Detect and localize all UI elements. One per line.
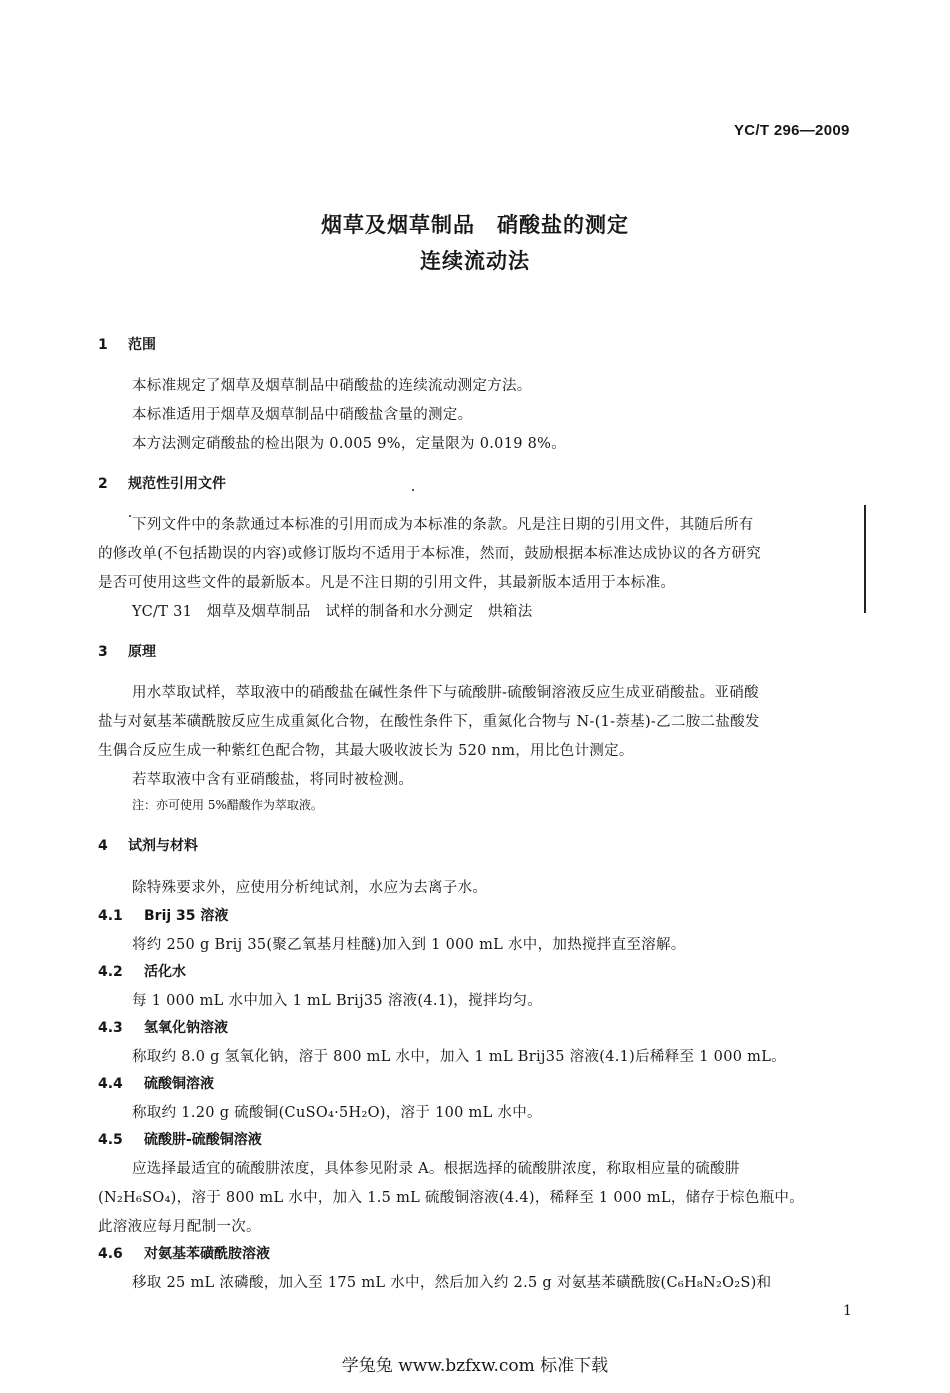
- normative-reference: YC/T 31 烟草及烟草制品 试样的制备和水分测定 烘箱法: [132, 604, 533, 620]
- section-3-note: 注：亦可使用 5%醋酸作为萃取液。: [132, 798, 323, 812]
- subsection-4-6-heading: 4.6 对氨基苯磺酰胺溶液: [98, 1246, 270, 1262]
- section-3-line: 用水萃取试样，萃取液中的硝酸盐在碱性条件下与硫酸肼-硫酸铜溶液反应生成亚硝酸盐。亚硝酸: [132, 685, 759, 701]
- subsection-4-6-text: 移取 25 mL 浓磷酸，加入至 175 mL 水中，然后加入约 2.5 g 对氨基苯磺酰胺(C₆H₈N₂O₂S)和: [132, 1275, 772, 1291]
- subsection-4-2-text: 每 1 000 mL 水中加入 1 mL Brij35 溶液(4.1)，搅拌均匀。: [132, 993, 543, 1009]
- document-title-line2: 连续流动法: [420, 249, 530, 273]
- section-3-heading: 3 原理: [98, 644, 156, 660]
- subsection-4-4-heading: 4.4 硫酸铜溶液: [98, 1076, 214, 1092]
- section-3-line: 盐与对氨基苯磺酰胺反应生成重氮化合物，在酸性条件下，重氮化合物与 N-(1-萘基)-乙二胺二盐酸发: [98, 714, 760, 730]
- subsection-4-5-heading: 4.5 硫酸肼-硫酸铜溶液: [98, 1132, 262, 1148]
- subsection-4-3-text: 称取约 8.0 g 氢氧化钠，溶于 800 mL 水中，加入 1 mL Brij35 溶液(4.1)后稀释至 1 000 mL。: [132, 1049, 786, 1065]
- subsection-4-5-text: 应选择最适宜的硫酸肼浓度，具体参见附录 A。根据选择的硫酸肼浓度，称取相应量的硫酸肼: [132, 1161, 740, 1177]
- subsection-4-2-heading: 4.2 活化水: [98, 964, 186, 980]
- section-3-line: 若萃取液中含有亚硝酸盐，将同时被检测。: [132, 772, 414, 788]
- page-number: 1: [843, 1303, 852, 1319]
- scan-speck: [129, 515, 131, 517]
- section-1-paragraph: 本标准规定了烟草及烟草制品中硝酸盐的连续流动测定方法。: [132, 378, 532, 394]
- section-1-paragraph: 本方法测定硝酸盐的检出限为 0.005 9%，定量限为 0.019 8%。: [132, 436, 567, 452]
- section-4-heading: 4 试剂与材料: [98, 838, 198, 854]
- subsection-4-1-text: 将约 250 g Brij 35(聚乙氧基月桂醚)加入到 1 000 mL 水中，加热搅拌直至溶解。: [132, 937, 686, 953]
- section-4-intro: 除特殊要求外，应使用分析纯试剂，水应为去离子水。: [132, 880, 488, 896]
- section-3-line: 生偶合反应生成一种紫红色配合物，其最大吸收波长为 520 nm，用比色计测定。: [98, 743, 634, 759]
- subsection-4-5-text: (N₂H₆SO₄)，溶于 800 mL 水中，加入 1.5 mL 硫酸铜溶液(4.4)，稀释至 1 000 mL，储存于棕色瓶中。: [98, 1190, 805, 1206]
- subsection-4-5-text: 此溶液应每月配制一次。: [98, 1219, 261, 1235]
- scan-speck: [412, 489, 414, 491]
- section-2-heading: 2 规范性引用文件: [98, 476, 226, 492]
- section-2-line: 是否可使用这些文件的最新版本。凡是不注日期的引用文件，其最新版本适用于本标准。: [98, 575, 676, 591]
- scan-margin-line: [864, 505, 866, 613]
- standard-code: YC/T 296—2009: [734, 122, 850, 139]
- section-1-paragraph: 本标准适用于烟草及烟草制品中硝酸盐含量的测定。: [132, 407, 473, 423]
- subsection-4-3-heading: 4.3 氢氧化钠溶液: [98, 1020, 228, 1036]
- section-2-line: 的修改单(不包括勘误的内容)或修订版均不适用于本标准，然而，鼓励根据本标准达成协议的各方研究: [98, 546, 762, 562]
- section-2-line: 下列文件中的条款通过本标准的引用而成为本标准的条款。凡是注日期的引用文件，其随后所有: [132, 517, 754, 533]
- document-title-line1: 烟草及烟草制品 硝酸盐的测定: [321, 213, 629, 237]
- subsection-4-1-heading: 4.1 Brij 35 溶液: [98, 908, 229, 924]
- subsection-4-4-text: 称取约 1.20 g 硫酸铜(CuSO₄·5H₂O)，溶于 100 mL 水中。: [132, 1105, 542, 1121]
- download-footer: 学兔兔 www.bzfxw.com 标准下载: [341, 1356, 609, 1376]
- section-1-heading: 1 范围: [98, 337, 156, 353]
